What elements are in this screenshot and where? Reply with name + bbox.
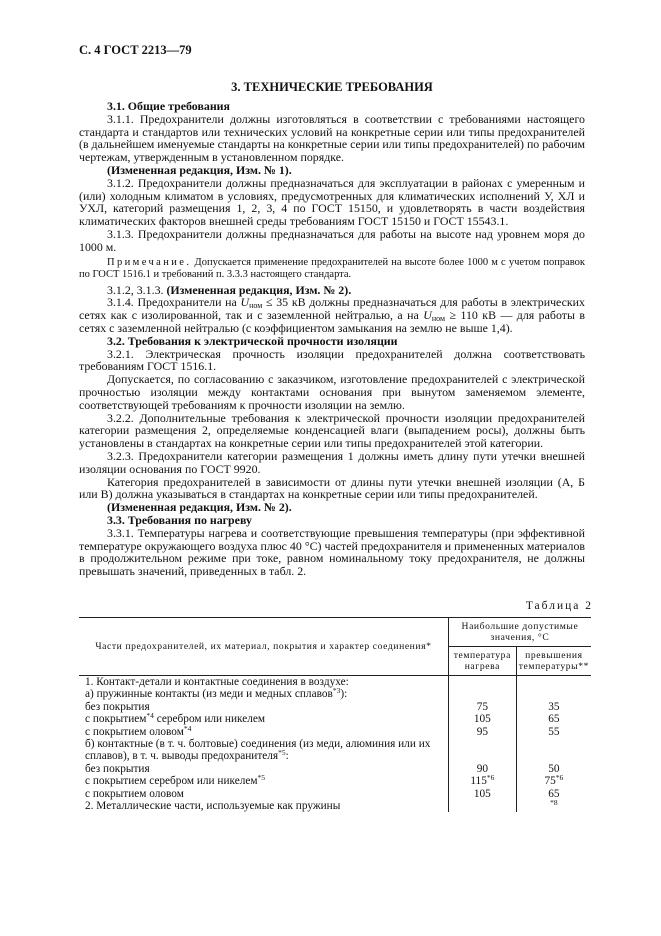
paragraph-3-1-1: 3.1.1. Предохранители должны изготовляться в соответствии с требованиями настоящего стандарта и стандартов или технических условий на конкретные серии или типы предохранителей (в дальнейшем именуемые стандарты на конкретные серии или типы предохранителей) по рабочим чертежам, утвержденным в установленном порядке. bbox=[79, 111, 585, 165]
amendment-note-3: (Измененная редакция, Изм. № 2). bbox=[107, 500, 292, 515]
col-header-parts: Части предохранителей, их материал, покрытия и характер соединения* bbox=[79, 618, 448, 676]
paragraph-3-2-2: 3.2.2. Дополнительные требования к электрической прочности изоляции предохранителей категории размещения 2, определяемые конденсацией влаги (выпадением росы), должны быть установлены в стандартах на конкретные серии или типы предохранителей этой категории. bbox=[79, 410, 585, 451]
voltage-subscript: ном bbox=[249, 301, 263, 311]
heading-3-1: 3.1. Общие требования bbox=[107, 99, 230, 113]
p314-part-a: 3.1.4. Предохранители на bbox=[107, 295, 241, 310]
cell-label: с покрытием оловом$^{*4}$ bbox=[85, 723, 192, 738]
p314-part-b: ≤ 35 кВ должны предназначаться для работы в электрических сетях как с изолированной, так и с заземленной нейтралью, а на bbox=[79, 295, 585, 323]
col-header-temperature: температура нагрева bbox=[448, 647, 516, 676]
col-header-group: Наибольшие допустимые значения, °С bbox=[448, 618, 591, 647]
voltage-subscript-2: ном bbox=[431, 314, 446, 324]
col-header-excess: превышения температуры** bbox=[516, 647, 591, 676]
cell-excess bbox=[516, 676, 591, 689]
cell-temperature: 105 bbox=[448, 713, 516, 725]
paragraph-3-3-1: 3.3.1. Температуры нагрева и соответствующие превышения температуры (при эффективной температуре окружающего воздуха плюс 40 °С) частей предохранителя и примененных материалов в продолжительном режиме при токе, равном номинальному току предохранителя, не должны превышать значений, приведенных в табл. 2. bbox=[79, 525, 585, 579]
paragraph-3-1-2: 3.1.2. Предохранители должны предназначаться для эксплуатации в районах с умеренным и (или) холодным климатом в условиях, предусмотренных для климатических исполнений У, ХЛ и УХЛ, категорий размещения 1, 2, 3, 4 по ГОСТ 15150, и удовлетворять в части воздействия климатических факторов внешней среды требованиям ГОСТ 15150 и ГОСТ 15543.1. bbox=[79, 175, 585, 229]
cell-temperature: 115$^{*6}$ bbox=[448, 775, 516, 787]
amendment-note-1: (Измененная редакция, Изм. № 1). bbox=[107, 162, 292, 177]
cell-excess: 50 bbox=[516, 763, 591, 775]
table-row bbox=[79, 738, 591, 763]
table-row bbox=[79, 688, 591, 700]
cell-label: без покрытия bbox=[85, 762, 150, 775]
paragraph-3-2-1b: Допускается, по согласованию с заказчиком, изготовление предохранителей с электрической прочностью изоляции между контактами основания при вынутом заменяемом элементе, соответствующей требованиям к прочности изоляции на землю. bbox=[79, 372, 585, 412]
voltage-symbol: U bbox=[240, 295, 250, 310]
cell-label: а) пружинные контакты (из меди и медных сплавов$^{*3}$): bbox=[85, 686, 348, 701]
cell-label: с покрытием оловом bbox=[85, 787, 184, 800]
note-text: Допускается применение предохранителей на высоте более 1000 м с учетом поправок по ГОСТ 1516.1 и требований п. 3.3.3 настоящего стандарта. bbox=[79, 256, 586, 280]
table-row bbox=[79, 788, 591, 800]
cell-label: 1. Контакт-детали и контактные соединения в воздухе: bbox=[85, 676, 349, 688]
cell-temperature: 105 bbox=[448, 788, 516, 800]
cell-temperature: 75 bbox=[448, 701, 516, 713]
cell-temperature bbox=[448, 738, 516, 763]
cell-excess: 65 bbox=[516, 788, 591, 800]
cell-excess: 35 bbox=[516, 701, 591, 713]
voltage-symbol-2: U bbox=[423, 308, 432, 323]
paragraph-3-1-4 bbox=[79, 296, 585, 334]
table-body bbox=[79, 676, 591, 813]
cell-excess: *8 bbox=[516, 800, 591, 812]
paragraph-3-2-3b: Категория предохранителей в зависимости от длины пути утечки внешней изоляции (А, Б или В) должна указываться в стандартах на конкретные серии или типы предохранителей. bbox=[79, 474, 585, 502]
cell-label: с покрытием$^{*4}$ серебром или никелем bbox=[85, 711, 266, 726]
cell-label: б) контактные (в т. ч. болтовые) соединения (из меди, алюминия или их сплавов), в т. ч. выводы предохранителя$^{*5}$: bbox=[85, 738, 431, 763]
p314-part-c: ≥ 110 кВ — для работы в сетях с заземленной нейтралью (с коэффициентом замыкания на землю не выше 1,4). bbox=[79, 308, 585, 335]
table-caption: Таблица 2 bbox=[525, 600, 593, 612]
heading-3-2: 3.2. Требования к электрической прочности изоляции bbox=[107, 333, 398, 348]
table-row bbox=[79, 726, 591, 738]
table-2 bbox=[79, 617, 591, 812]
heading-3-3: 3.3. Требования по нагреву bbox=[107, 512, 252, 527]
amendment-ref: 3.1.2, 3.1.3. bbox=[107, 282, 164, 297]
page-header: С. 4 ГОСТ 2213—79 bbox=[79, 43, 192, 57]
table-row bbox=[79, 763, 591, 775]
paragraph-3-2-1: 3.2.1. Электрическая прочность изоляции предохранителей должна соответствовать требованиям ГОСТ 1516.1. bbox=[79, 346, 585, 374]
cell-label: 2. Металлические части, используемые как пружины bbox=[85, 800, 341, 813]
table-row bbox=[79, 701, 591, 713]
cell-temperature bbox=[448, 800, 516, 812]
cell-excess: 55 bbox=[516, 726, 591, 738]
paragraph-3-1-3: 3.1.3. Предохранители должны предназначаться для работы на высоте над уровнем моря до 1000 м. bbox=[79, 226, 585, 254]
cell-temperature: 95 bbox=[448, 726, 516, 738]
paragraph-3-2-3: 3.2.3. Предохранители категории размещения 1 должны иметь длину пути утечки внешней изоляции основания по ГОСТ 9920. bbox=[79, 448, 585, 476]
table-row bbox=[79, 713, 591, 725]
cell-temperature: 90 bbox=[448, 763, 516, 775]
cell-excess: 65 bbox=[516, 713, 591, 725]
cell-temperature bbox=[448, 688, 516, 700]
table-row bbox=[79, 800, 591, 812]
cell-temperature bbox=[448, 676, 516, 689]
document-body bbox=[79, 100, 585, 578]
cell-label: с покрытием серебром или никелем$^{*5}$ bbox=[85, 773, 266, 788]
section-title: 3. ТЕХНИЧЕСКИЕ ТРЕБОВАНИЯ bbox=[231, 80, 433, 94]
cell-excess bbox=[516, 738, 591, 763]
amendment-note-2: (Измененная редакция, Изм. № 2). bbox=[166, 282, 352, 297]
cell-excess: 75$^{*6}$ bbox=[516, 775, 591, 787]
cell-label: без покрытия bbox=[85, 700, 150, 713]
cell-excess bbox=[516, 688, 591, 700]
note bbox=[79, 257, 585, 281]
table-row bbox=[79, 775, 591, 787]
note-label: Примечание. bbox=[107, 256, 192, 268]
